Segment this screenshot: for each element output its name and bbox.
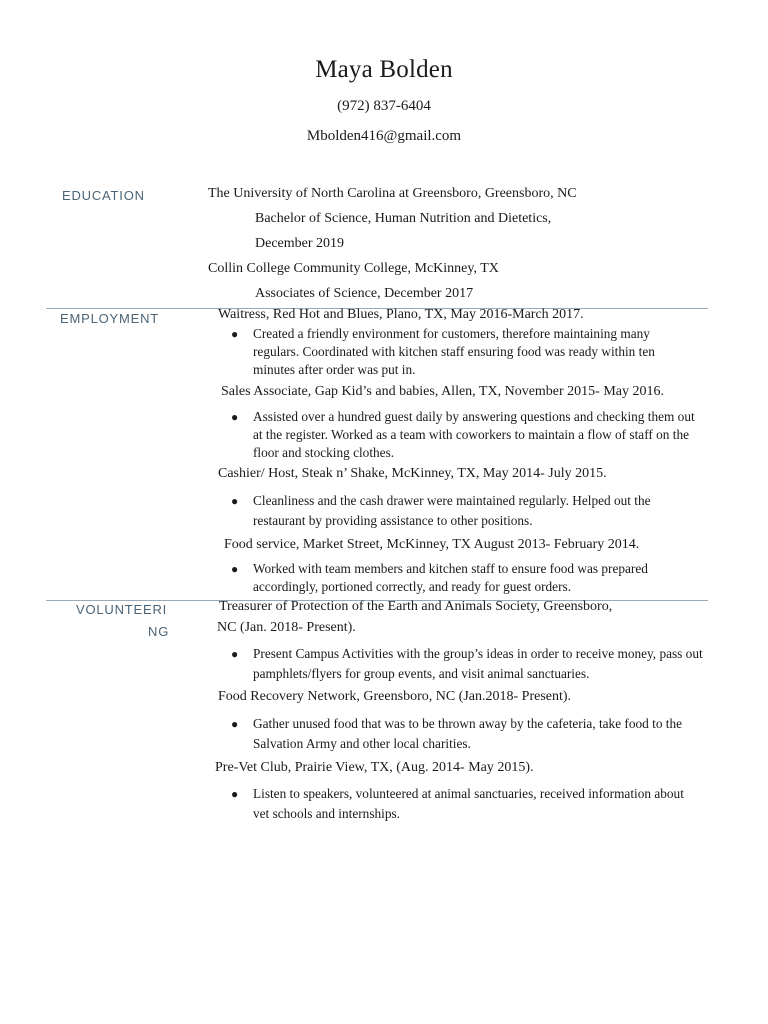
education-degree-2: Associates of Science, December 2017 [255,286,474,301]
education-school-2: Collin College Community College, McKinney, TX [208,261,499,276]
job-bullet-text: Assisted over a hundred guest daily by answering questions and checking them out at the register. Worked as a team with coworkers to maintain a flow of staff on the floor and stocking clothes. [253,409,695,460]
volunteering-heading-continued: NG [148,624,170,639]
employment-heading: EMPLOYMENT [60,311,160,326]
job-bullet [231,491,693,531]
volunteer-bullet-text: Present Campus Activities with the group’s ideas in order to receive money, pass out pamphlets/flyers for group events, and visit animal sanctuaries. [253,646,703,681]
bullet-icon: ● [231,494,239,508]
bullet-icon: ● [231,562,239,576]
email-address: Mbolden416@gmail.com [306,128,462,144]
bullet-icon: ● [231,327,239,341]
volunteer-title: Food Recovery Network, Greensboro, NC (Jan.2018- Present). [218,689,572,704]
bullet-icon: ● [231,410,239,424]
job-bullet-text: Cleanliness and the cash drawer were maintained regularly. Helped out the restaurant by providing assistance to other positions. [253,493,651,528]
job-title: Food service, Market Street, McKinney, TX August 2013- February 2014. [224,537,640,552]
phone-number: (972) 837-6404 [337,98,431,114]
volunteer-bullet-text: Gather unused food that was to be thrown away by the cafeteria, take food to the Salvation Army and other local charities. [253,716,683,751]
volunteer-bullet [231,784,703,824]
resume-name: Maya Bolden [315,56,453,83]
job-bullet-text: Worked with team members and kitchen staff to ensure food was prepared accordingly, portioned correctly, and ready for guest orders. [253,561,648,594]
bullet-icon: ● [231,647,239,661]
education-degree-1: Bachelor of Science, Human Nutrition and Dietetics, [255,211,552,226]
job-title: Cashier/ Host, Steak n’ Shake, McKinney, TX, May 2014- July 2015. [218,466,607,481]
education-date-1: December 2019 [255,236,345,251]
volunteer-title: Pre-Vet Club, Prairie View, TX, (Aug. 2014- May 2015). [215,760,534,775]
job-bullet [231,408,698,462]
volunteer-bullet-text: Listen to speakers, volunteered at animal sanctuaries, received information about vet schools and internships. [253,786,684,821]
education-school-1: The University of North Carolina at Greensboro, Greensboro, NC [208,186,577,201]
volunteer-title: Treasurer of Protection of the Earth and Animals Society, Greensboro, [219,599,613,614]
volunteering-heading: VOLUNTEERI [76,602,168,617]
bullet-icon: ● [231,717,239,731]
volunteer-bullet [231,714,703,754]
volunteer-bullet [231,644,703,684]
education-heading: EDUCATION [62,188,145,203]
job-title: Waitress, Red Hot and Blues, Plano, TX, May 2016-March 2017. [218,307,584,322]
job-bullet-text: Created a friendly environment for customers, therefore maintaining many regulars. Coordinated with kitchen staff ensuring food was ready within ten minutes after order was put in. [253,326,655,377]
job-bullet [231,560,683,596]
job-title: Sales Associate, Gap Kid’s and babies, Allen, TX, November 2015- May 2016. [221,384,665,399]
volunteer-title-continued: NC (Jan. 2018- Present). [217,620,356,635]
bullet-icon: ● [231,787,239,801]
job-bullet [231,325,683,379]
